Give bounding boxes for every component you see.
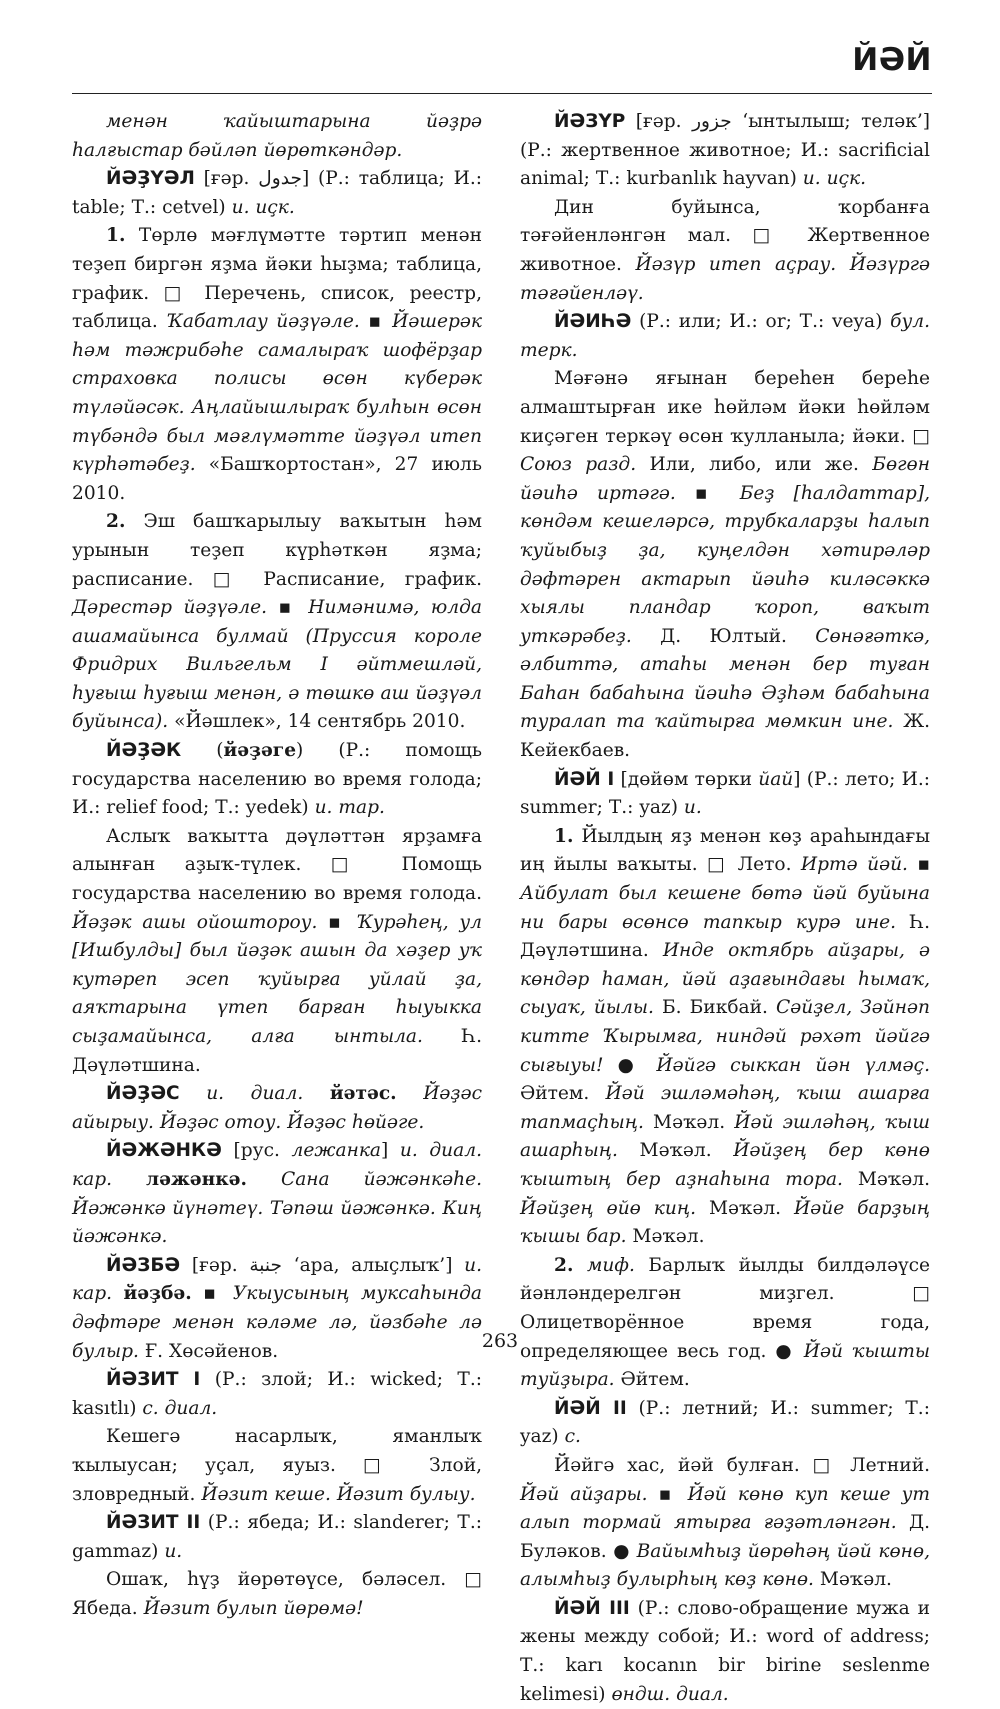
text-run: йәтәс. <box>329 1083 397 1105</box>
headword: ЙӘЙ III <box>554 1597 630 1619</box>
text-run: [дөйөм төрки <box>614 768 759 790</box>
headword: ЙӘЗҮР <box>554 111 626 132</box>
text-run <box>247 1169 281 1190</box>
text-run: йәҙбә. <box>123 1283 192 1305</box>
dictionary-paragraph <box>72 222 482 508</box>
text-run: Йылдың яҙ менән көҙ араһындағы иң йылы ваҡыты. □ Лето. <box>520 825 930 876</box>
text-run: и. тар. <box>314 797 385 819</box>
text-run: [ғәр. <box>625 111 693 132</box>
text-run: Йәҙәк ашы ойоштороу. ▪ Ҡурәһең, ул [Ишбулды] был йәҙәк ашын да хәҙер уҡ кутәреп эсеп ҡуйырға уйлай ҙа, аяҡтарына үтеп барған һыуыкка сыҙамайынса, алға ынтыла. <box>72 911 482 1047</box>
text-run: Аслыҡ ваҡытта дәүләттән ярҙамға алынған аҙыҡ-түлек. □ Помощь государства населению во время голода. <box>72 825 482 905</box>
text-run: Сәйҙел, Зәйнәп китте Ҡырымға, ниндәй рәхәт йәйгә сығыуы! ● Йәйгә сыккан йән үлмәҫ. <box>520 997 930 1076</box>
text-run <box>180 1083 207 1104</box>
text-run: Йәйҙең өйө киң. <box>520 1197 697 1219</box>
text-run: Б. Бикбай. <box>653 997 777 1019</box>
text-run: Йәйгә хас, йәй булған. □ Летний. <box>554 1454 930 1476</box>
text-run: (Р.: злой; И.: wicked; Т.: kasıtlı) <box>72 1369 482 1419</box>
text-run: 1. <box>106 225 126 247</box>
headword: ЙӘЗБӘ <box>106 1254 181 1276</box>
text-run: Или, либо, или же. <box>636 454 873 476</box>
header-rule <box>72 93 932 94</box>
text-run: Ж. Кейекбаев. <box>520 711 930 762</box>
text-run: Йәй эшләһәң, ҡыш ашарһың. <box>520 1111 930 1162</box>
dictionary-paragraph <box>520 1452 930 1595</box>
text-run: [рус. <box>221 1140 292 1162</box>
dictionary-paragraph <box>72 165 482 222</box>
text-run: и. диал. <box>206 1083 304 1105</box>
dictionary-paragraph <box>520 1395 930 1452</box>
headword: ЙӘЗИТ I <box>106 1369 201 1391</box>
text-run: миф. <box>587 1254 635 1276</box>
headword: ЙӘЖӘНКӘ <box>106 1140 222 1162</box>
dictionary-paragraph <box>72 1366 482 1423</box>
text-run: Һ. Дәүләтшина. <box>520 911 931 962</box>
text-run: (Р.: или; И.: or; Т.: veya) <box>631 311 891 333</box>
text-run: Д. Юлтый. <box>631 625 816 647</box>
dictionary-paragraph <box>520 108 930 194</box>
text-run: Мәҡәл. <box>626 1226 705 1248</box>
text-run: лежанка <box>291 1140 382 1162</box>
text-run: Йәй эшләмәһәң, ҡыш ашарға тапмаҫһың. <box>520 1083 930 1133</box>
text-run: (Р.: слово-обращение мужа и жены между собой; И.: word of address; Т.: karı kocanın bir birine seslenme kelimesi) <box>520 1597 930 1705</box>
text-run: йай <box>758 768 794 790</box>
text-run: Йәй айҙары. ▪ Йәй көнө куп кеше ут алып тормай ятырға ғәҙәтләнгән. <box>520 1483 930 1534</box>
headword: ЙӘЙ I <box>554 768 615 790</box>
dictionary-paragraph <box>72 1566 482 1623</box>
text-run: Инде октябрь айҙары, ә көндәр һаман, йәй аҙағындағы һымаҡ, сыуаҡ, йылы. <box>520 940 930 1019</box>
dictionary-paragraph <box>72 1509 482 1566</box>
text-run: جدول <box>258 168 302 190</box>
right-column <box>520 108 930 1709</box>
text-run <box>112 1169 146 1190</box>
dictionary-paragraph <box>520 823 930 1252</box>
dictionary-paragraph <box>72 737 482 823</box>
text-run: Ҡабатлау йәҙүәле. ▪ Йәшерәк һәм тәжрибәһе самалыраҡ шофёрҙар страховка полисы өсөн күберәк түләйәсәк. Аңлайышлыраҡ булһын өсөн түбәндә был мәғлүмәтте йәҙүәл итеп күрһәтәбеҙ. <box>72 311 482 476</box>
text-run: ● Вайымһыҙ йөрөһәң йәй көнө, алымһыҙ булырһың көҙ көнө. <box>520 1540 930 1591</box>
text-run: Мәҡәл. <box>813 1569 892 1591</box>
text-run: Йәзит кеше. Йәзит булыу. <box>201 1483 476 1505</box>
text-run: Ошаҡ, һүҙ йөрөтөүсе, бәләсел. □ Ябеда. <box>72 1569 482 1619</box>
text-run: Мәҡәл. <box>842 1168 930 1190</box>
text-run: Әйтем. <box>520 1083 606 1105</box>
text-run: [ғәр. <box>194 168 259 190</box>
text-run: Сана йәжәнкәһе. Йәжәнкә йүнәтеү. Тәпәш йәжәнкә. Киң йәжәнкә. <box>72 1168 482 1248</box>
text-run: Йәйҙең бер көнө ҡыштың бер аҙнаһына тора. <box>520 1140 931 1190</box>
text-run: 2. <box>106 511 126 533</box>
text-run: ] (Р.: лето; И.: summer; Т.: yaz) <box>520 768 931 819</box>
text-run: Сөнәғәткә, әлбиттә, атаһы менән бер туған Баһан бабаһына йәиһә Әҙһәм бабаһына туралап та ҡайтырға мөмкин ине. <box>520 625 930 733</box>
text-run: Д. Буләков. <box>520 1512 931 1562</box>
dictionary-paragraph <box>72 1080 482 1137</box>
text-run: Йәйе барҙың ҡышы бар. <box>520 1197 930 1248</box>
text-run: ] <box>381 1140 400 1162</box>
text-run: Барлыҡ йылды билдәләүсе йәнләндерелгән миҙгел. □ Олицетворённое время года, определяющее весь год. <box>520 1254 930 1362</box>
dictionary-paragraph <box>520 1252 930 1395</box>
headword: ЙӘҘӘК <box>106 740 182 762</box>
text-run: Йәзит булып йөрөмә! <box>143 1597 364 1619</box>
text-run: Мәҡәл. <box>643 1111 735 1133</box>
dictionary-paragraph <box>520 365 930 765</box>
text-run: и. иҫк. <box>802 168 866 190</box>
text-run: и. <box>683 797 702 819</box>
text-run: ( <box>181 740 224 762</box>
text-run: Ғ. Хөсәйенов. <box>138 1340 279 1362</box>
text-run: Йәзүр итеп аҫрау. Йәзүргә тәғәйенләү. <box>520 253 930 304</box>
text-run: (Р.: ябеда; И.: slanderer; Т.: gammaz) <box>72 1512 482 1562</box>
text-run: Союз разд. <box>520 454 637 476</box>
text-run: ‘ара, алыҫлыҡ’] <box>282 1254 465 1276</box>
text-run: Мәҡәл. <box>696 1197 794 1219</box>
text-run: с. диал. <box>142 1397 218 1419</box>
text-run: Бөгөн йәиһә иртәгә. ▪ Беҙ [һалдаттар], көндәм кешеләрсә, трубкаларҙы һалып ҡуйыбыҙ ҙа, куңелдән хәтирәләр дәфтәрен актарып йәиһә киләсәккә хыялы пландар ҡороп, ваҡыт уткәрәбеҙ. <box>520 454 930 647</box>
text-run: ) (Р.: помощь государства населению во время голода; И.: relief food; Т.: yedek) <box>72 740 482 819</box>
text-run: Һ. Дәүләтшина. <box>72 1026 483 1076</box>
dictionary-paragraph <box>520 766 930 823</box>
text-run <box>397 1083 424 1104</box>
text-run: ▪ Укыусының мукcаһында дәфтәре менән кәләме лә, йәзбәһе лә булыр. <box>72 1283 482 1362</box>
text-run: «Башҡортостан», 27 июль 2010. <box>72 454 482 504</box>
page-number: 263 <box>481 1330 519 1352</box>
text-run: и. кар. <box>72 1254 483 1305</box>
text-run <box>192 1283 203 1304</box>
text-run: менән ҡайыштарына йәҙрә һалғыстар бәйләп йөрөткәндәр. <box>72 111 482 161</box>
headword: ЙӘЗИТ II <box>106 1512 201 1534</box>
dictionary-paragraph <box>520 308 930 365</box>
text-run: ләжәнкә. <box>146 1168 247 1190</box>
text-run <box>303 1083 330 1104</box>
headword: ЙӘҘҮӘЛ <box>106 168 195 190</box>
text-run: с. <box>564 1426 581 1448</box>
dictionary-paragraph <box>72 1137 482 1251</box>
text-run: [ғәр. <box>180 1254 250 1276</box>
text-run: өндш. диал. <box>611 1683 729 1705</box>
headword: ЙӘИҺӘ <box>554 311 632 333</box>
text-run: Мәғәнә яғынан береһен береһе алмаштырған ике һөйләм йәки һөйләм киҫәген теркәү өсөн ҡулланыла; йәки. □ <box>520 368 930 447</box>
dictionary-paragraph <box>72 823 482 1080</box>
text-run: 2. <box>554 1254 574 1276</box>
text-run: Дәрестәр йәҙүәле. ▪ Нимәнимә, юлда ашамайынса булмай (Пруссия короле Фридрих Вильгельм I әйтмешләй, һуғыш һуғыш менән, ә төшкө аш йәҙүәл буйынса). <box>72 597 482 733</box>
text-run: «Йәшлек», 14 сентябрь 2010. <box>168 711 466 733</box>
text-run: Мәҡәл. <box>617 1140 734 1162</box>
dictionary-paragraph <box>520 1595 930 1709</box>
text-run: и. иҫк. <box>231 196 295 218</box>
text-run: Йәҙәс айырыу. Йәҙәс отоу. Йәҙәс һөйәге. <box>72 1083 482 1133</box>
text-run: йәҙәге <box>223 740 297 762</box>
text-run: Төрлө мәғлүмәтте тәртип менән теҙеп биргән яҙма йәки һыҙма; таблица, график. □ Перечень, список, реестр, таблица. <box>72 225 482 333</box>
left-column <box>72 108 482 1623</box>
text-run: ‘ынтылыш; теләк’] (Р.: жертвенное животное; И.: sacrificial animal; Т.: kurbanlık hayvan) <box>520 111 931 190</box>
dictionary-paragraph <box>520 194 930 308</box>
text-run: 1. <box>554 825 574 847</box>
text-run: (Р.: летний; И.: summer; Т.: yaz) <box>520 1397 930 1448</box>
text-run: Дин буйынса, ҡорбанға тәғәйенләнгән мал. □ Жертвенное животное. <box>520 196 930 275</box>
text-run: Эш башҡарылыу ваҡытын һәм урынын теҙеп күрһәткән яҙма; расписание. □ Расписание, график. <box>72 511 482 590</box>
headword: ЙӘЙ II <box>554 1397 627 1419</box>
text-run <box>573 1255 587 1276</box>
text-run: и. <box>164 1540 183 1562</box>
text-run <box>112 1283 123 1304</box>
dictionary-paragraph <box>72 108 482 165</box>
dictionary-paragraph <box>72 1423 482 1509</box>
text-run: جزور <box>692 111 732 132</box>
running-head: ЙӘЙ <box>852 42 932 78</box>
text-run: جنبة <box>249 1254 282 1276</box>
text-run: Иртә йәй. ▪ Айбулат был кешене бөтә йәй буйына ни бары өсөнсө тапкыр курә ине. <box>520 854 930 933</box>
text-run: бул. терк. <box>520 311 930 361</box>
text-run: Кешегә насарлыҡ, яманлыҡ ҡылыусан; уҫал, яуыз. □ Злой, зловредный. <box>72 1426 482 1505</box>
text-run: ● Йәй ҡышты туйҙыра. <box>520 1340 930 1391</box>
text-run: ] (Р.: таблица; И.: table; Т.: cetvel) <box>72 168 482 218</box>
text-run: и. диал. кар. <box>72 1140 482 1190</box>
headword: ЙӘҘӘС <box>106 1083 180 1105</box>
text-run: Әйтем. <box>614 1369 690 1391</box>
dictionary-paragraph <box>72 508 482 737</box>
